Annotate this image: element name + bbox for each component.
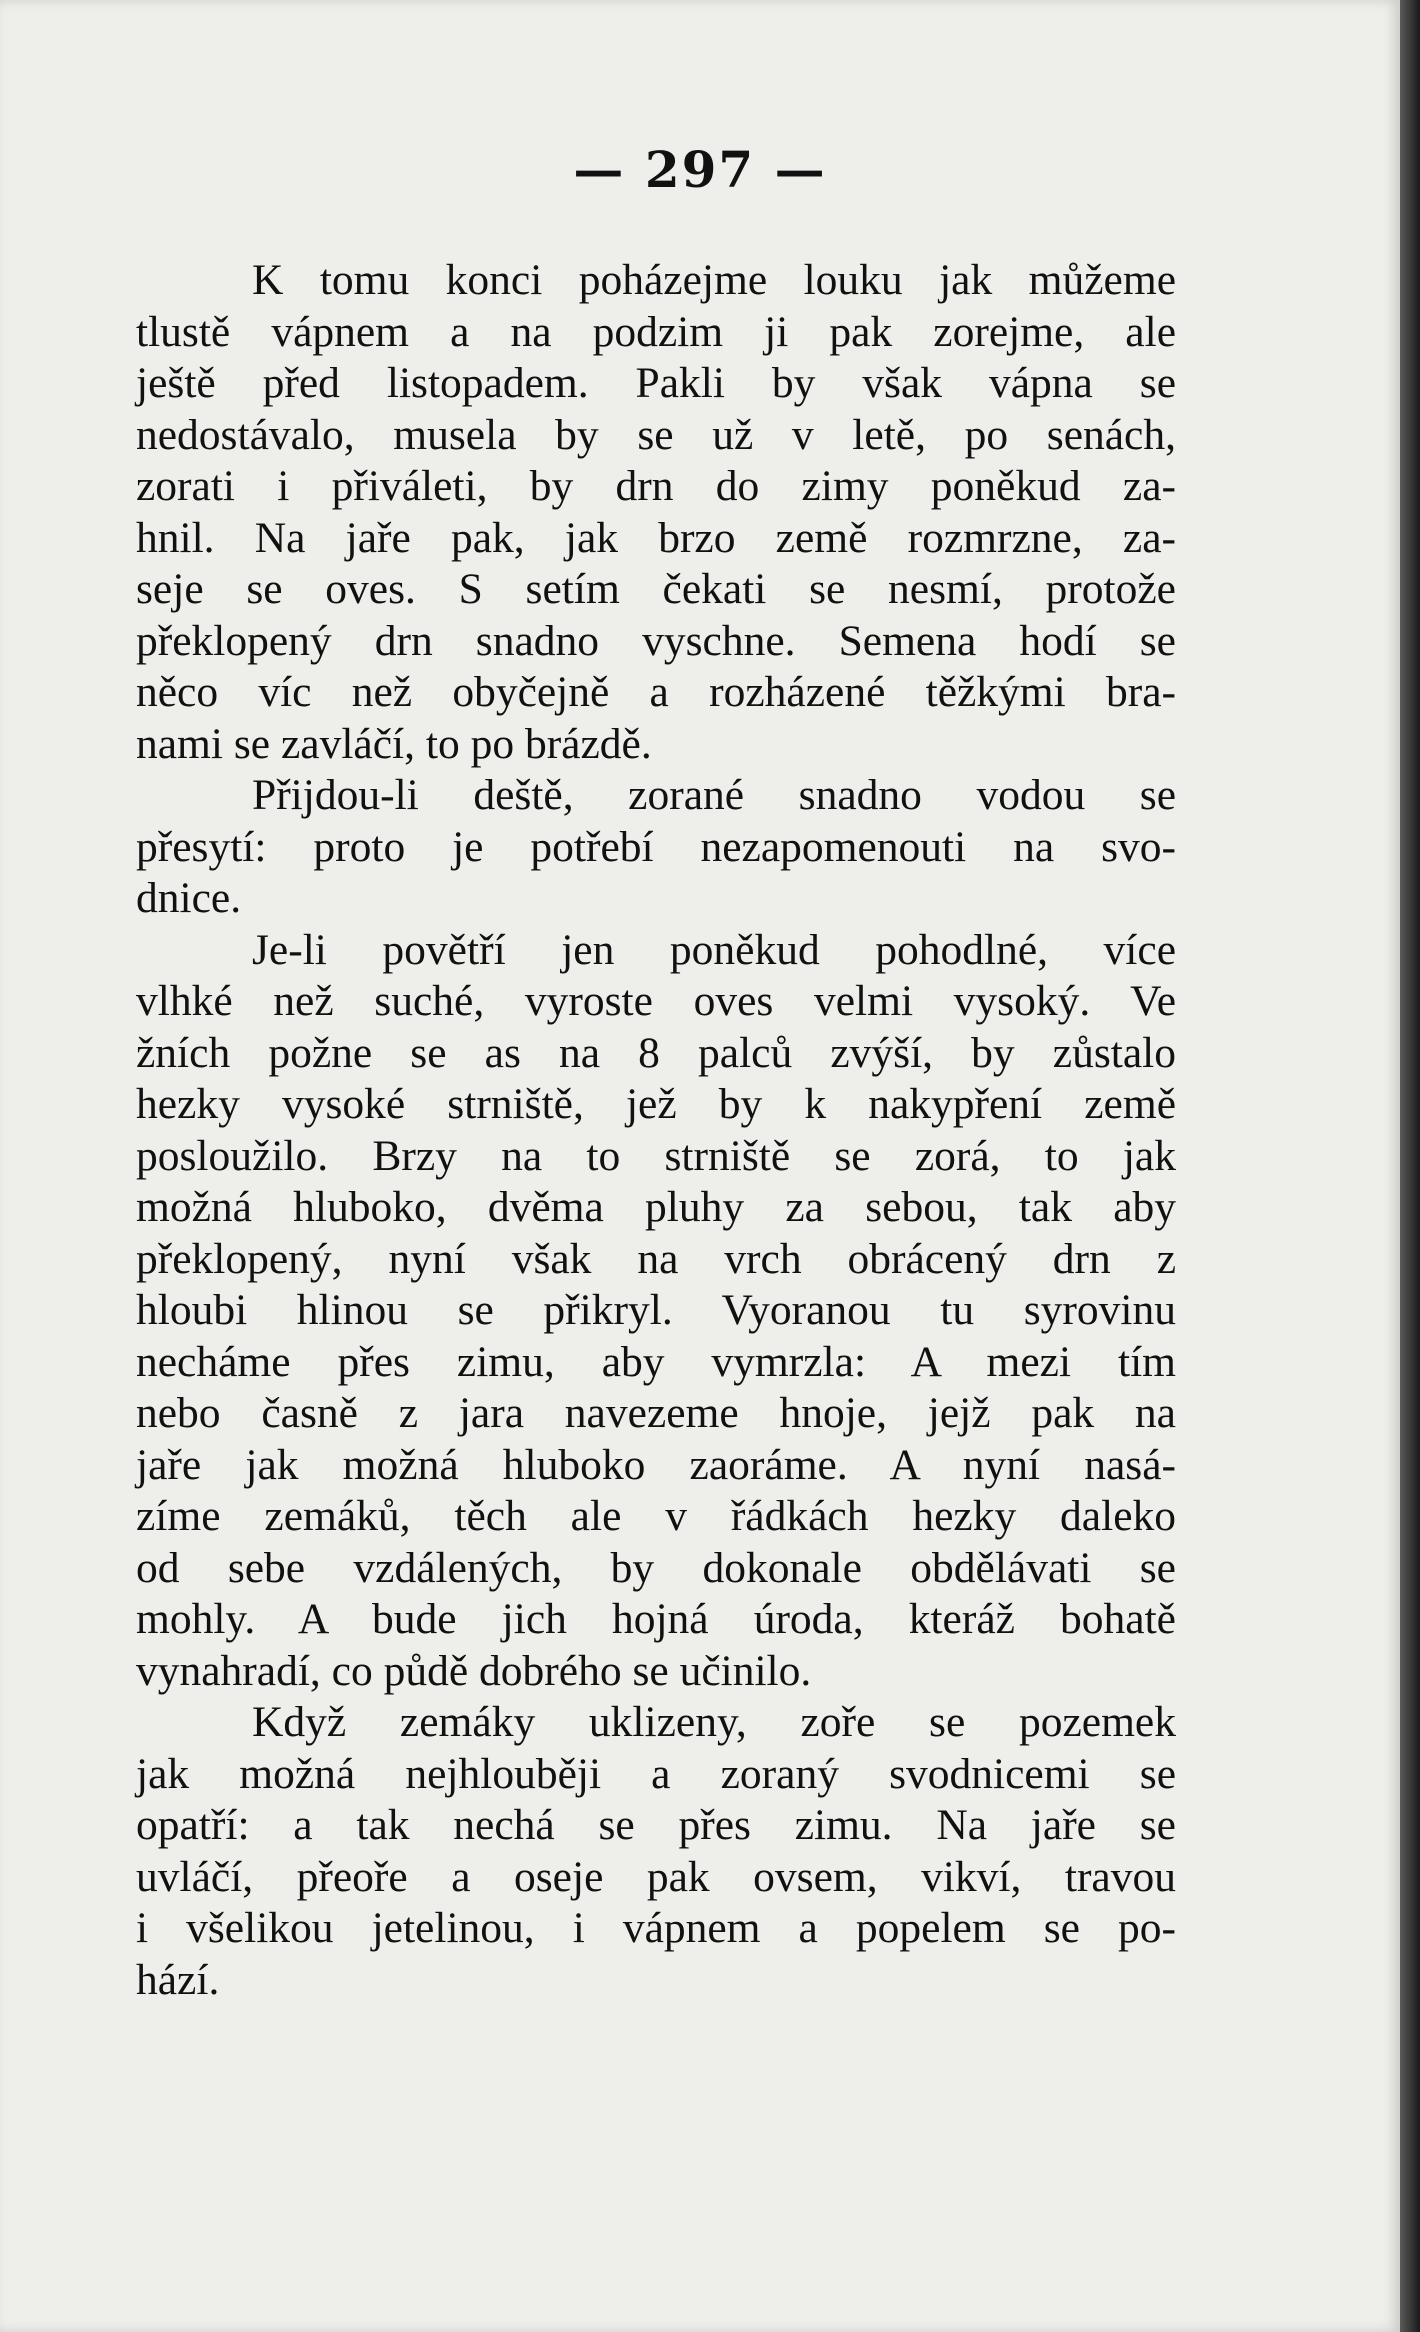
- text-line: seje se oves. S setím čekati se nesmí, protože: [136, 565, 1176, 613]
- text-line: uvláčí, přeoře a oseje pak ovsem, vikví, travou: [136, 1852, 1176, 1901]
- text-line: mohly. A bude jich hojná úroda, kteráž bohatě: [136, 1595, 1176, 1643]
- text-line: něco víc než obyčejně a rozházené těžkými bra-: [136, 668, 1176, 716]
- text-line: Je-li povětří jen poněkud pohodlné, více: [252, 925, 1176, 974]
- text-line: možná hluboko, dvěma pluhy za sebou, tak aby: [136, 1183, 1176, 1231]
- body-text: [136, 255, 1176, 2006]
- page-edge-shadow: [1400, 0, 1420, 2332]
- text-line: od sebe vzdálených, by dokonale obdělávati se: [136, 1543, 1176, 1592]
- paragraph: [136, 255, 1176, 770]
- text-line: nami se zavláčí, to po brázdě.: [136, 719, 652, 768]
- text-line: jaře jak možná hluboko zaoráme. A nyní nasá-: [136, 1440, 1176, 1489]
- text-line: jak možná nejhlouběji a zoraný svodnicemi se: [136, 1749, 1176, 1798]
- text-line: posloužilo. Brzy na to strniště se zorá, to jak: [136, 1131, 1176, 1180]
- text-line: opatří: a tak nechá se přes zimu. Na jaře se: [136, 1801, 1176, 1849]
- text-line: ještě před listopadem. Pakli by však vápna se: [136, 359, 1176, 407]
- text-line: Přijdou-li deště, zorané snadno vodou se: [252, 771, 1176, 819]
- text-line: hloubi hlinou se přikryl. Vyoranou tu syrovinu: [136, 1286, 1176, 1334]
- text-line: vynahradí, co půdě dobrého se učinilo.: [136, 1646, 812, 1695]
- text-line: necháme přes zimu, aby vymrzla: A mezi tím: [136, 1337, 1176, 1386]
- text-line: překlopený drn snadno vyschne. Semena hodí se: [136, 616, 1176, 665]
- text-line: dnice.: [136, 874, 242, 922]
- text-line: nedostávalo, musela by se už v letě, po senách,: [136, 410, 1176, 459]
- text-line: přesytí: proto je potřebí nezapomenouti na svo-: [136, 822, 1176, 871]
- text-line: hází.: [136, 1955, 220, 2004]
- text-line: hezky vysoké strniště, jež by k nakypření země: [136, 1080, 1176, 1128]
- text-line: vlhké než suché, vyroste oves velmi vysoký. Ve: [136, 977, 1176, 1025]
- text-line: tlustě vápnem a na podzim ji pak zorejme, ale: [136, 307, 1176, 356]
- text-line: zorati i přiváleti, by drn do zimy poněkud za-: [136, 462, 1176, 510]
- paragraph: [136, 1697, 1176, 2006]
- paragraph: [136, 770, 1176, 925]
- text-line: žních požne se as na 8 palců zvýší, by zůstalo: [136, 1028, 1176, 1077]
- page-number-header: — 297 —: [573, 140, 827, 199]
- text-line: Když zemáky uklizeny, zoře se pozemek: [252, 1698, 1176, 1746]
- text-line: hnil. Na jaře pak, jak brzo země rozmrzne, za-: [136, 513, 1176, 562]
- text-line: i všelikou jetelinou, i vápnem a popelem se po-: [136, 1904, 1176, 1952]
- text-line: zíme zemáků, těch ale v řádkách hezky daleko: [136, 1492, 1176, 1540]
- text-line: K tomu konci poházejme louku jak můžeme: [252, 256, 1176, 304]
- paragraph: [136, 925, 1176, 1698]
- text-line: překlopený, nyní však na vrch obrácený drn z: [136, 1234, 1176, 1283]
- text-line: nebo časně z jara navezeme hnoje, jejž pak na: [136, 1389, 1176, 1437]
